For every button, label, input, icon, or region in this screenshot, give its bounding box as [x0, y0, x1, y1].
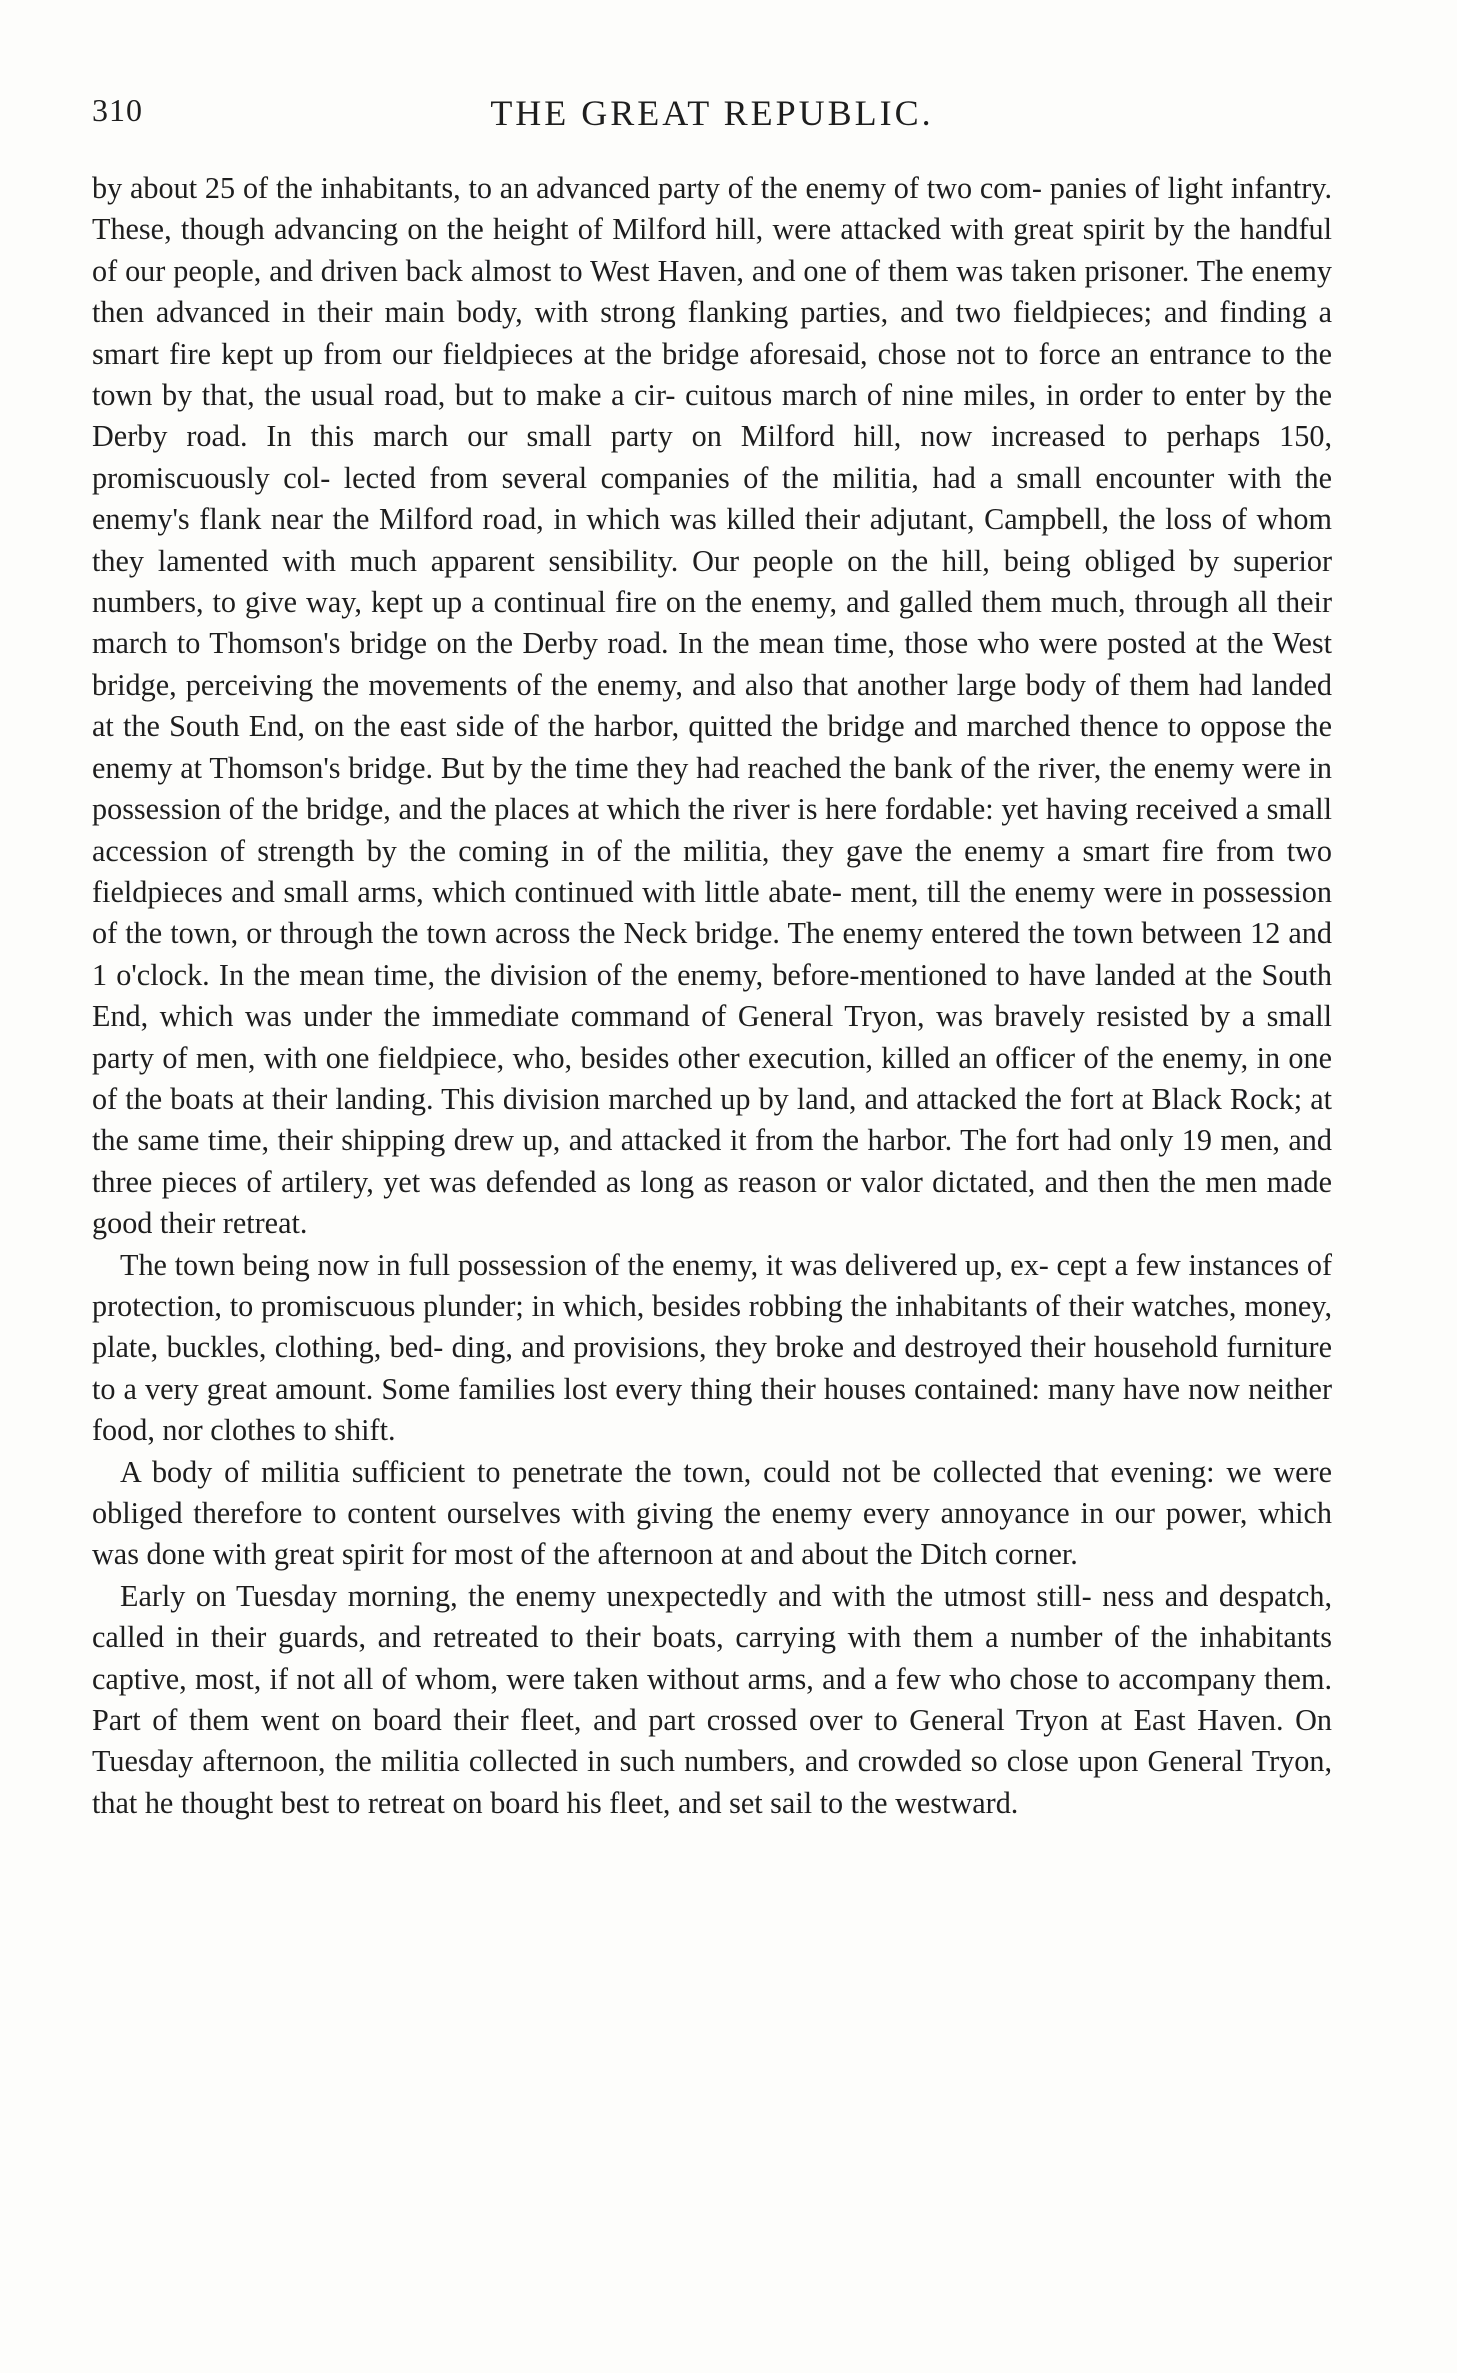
page-number: 310	[92, 92, 143, 128]
paragraph: Early on Tuesday morning, the enemy unexpectedly and with the utmost still- ness and despatch, called in their guards, and retreated to their boats, carrying with them a number of the inhabitants captive, most, if not all of whom, were taken without arms, and a few who chose to accompany them. Part of them went on board their fleet, and part crossed over to General Tryon at East Haven. On Tuesday afternoon, the militia collected in such numbers, and crowded so close upon General Tryon, that he thought best to retreat on board his fleet, and set sail to the westward.	[92, 1578, 1332, 1820]
paragraph: by about 25 of the inhabitants, to an advanced party of the enemy of two com- panies of light infantry. These, though advancing on the height of Milford hill, were attacked with great spirit by the handful of our people, and driven back almost to West Haven, and one of them was taken prisoner. The enemy then advanced in their main body, with strong flanking parties, and two fieldpieces; and finding a smart fire kept up from our fieldpieces at the bridge aforesaid, chose not to force an entrance to the town by that, the usual road, but to make a cir- cuitous march of nine miles, in order to enter by the Derby road. In this march our small party on Milford hill, now increased to perhaps 150, promiscuously col- lected from several companies of the militia, had a small encounter with the enemy's flank near the Milford road, in which was killed their adjutant, Campbell, the loss of whom they lamented with much apparent sensibility. Our people on the hill, being obliged by superior numbers, to give way, kept up a continual fire on the enemy, and galled them much, through all their march to Thomson's bridge on the Derby road. In the mean time, those who were posted at the West bridge, perceiving the movements of the enemy, and also that another large body of them had landed at the South End, on the east side of the harbor, quitted the bridge and marched thence to oppose the enemy at Thomson's bridge. But by the time they had reached the bank of the river, the enemy were in possession of the bridge, and the places at which the river is here fordable: yet having received a small accession of strength by the coming in of the militia, they gave the enemy a smart fire from two fieldpieces and small arms, which continued with little abate- ment, till the enemy were in possession of the town, or through the town across the Neck bridge. The enemy entered the town between 12 and 1 o'clock. In the mean time, the division of the enemy, before-mentioned to have landed at the South End, which was under the immediate command of General Tryon, was bravely resisted by a small party of men, with one fieldpiece, who, besides other execution, killed an officer of the enemy, in one of the boats at their landing. This division marched up by land, and attacked the fort at Black Rock; at the same time, their shipping drew up, and attacked it from the harbor. The fort had only 19 men, and three pieces of artilery, yet was defended as long as reason or valor dictated, and then the men made good their retreat.	[92, 171, 1332, 1241]
paragraph: A body of militia sufficient to penetrate the town, could not be collected that evening: we were obliged therefore to content ourselves with giving the enemy every annoyance in our power, which was done with great spirit for most of the afternoon at and about the Ditch corner.	[92, 1454, 1332, 1572]
page-header	[92, 92, 1332, 138]
body-text	[92, 168, 1332, 2288]
paragraph: The town being now in full possession of the enemy, it was delivered up, ex- cept a few instances of protection, to promiscuous plunder; in which, besides robbing the inhabitants of their watches, money, plate, buckles, clothing, bed- ding, and provisions, they broke and destroyed their household furniture to a very great amount. Some families lost every thing their houses contained: many have now neither food, nor clothes to shift.	[92, 1247, 1332, 1448]
running-title: THE GREAT REPUBLIC.	[490, 93, 934, 133]
